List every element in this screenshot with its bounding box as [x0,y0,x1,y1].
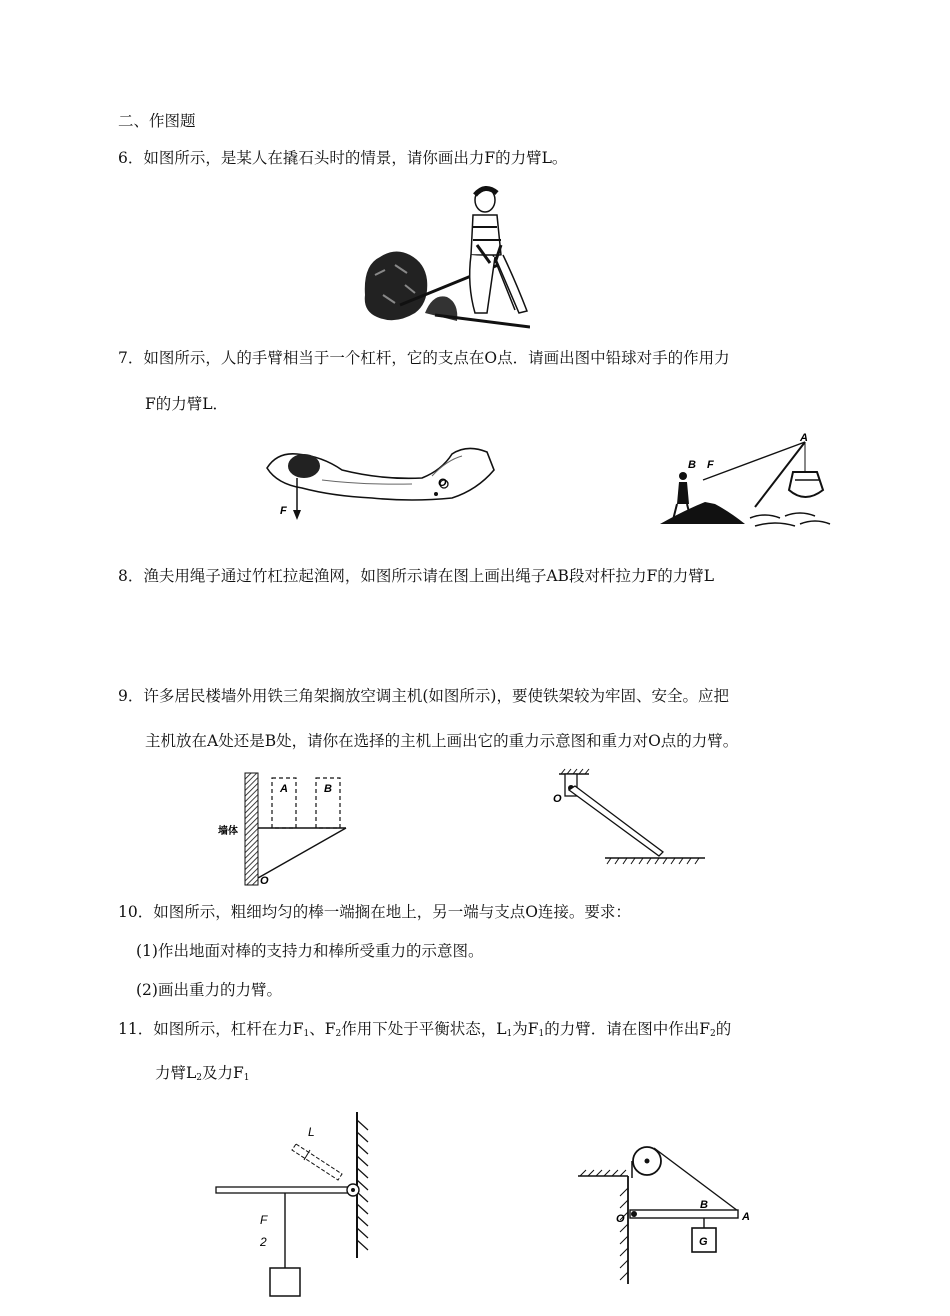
lever-bar [630,1210,738,1218]
question-7-line2: F的力臂L． [145,395,229,413]
question-10-line3: (2)画出重力的力臂。 [136,981,282,999]
q8-figure-fisherman [655,432,835,532]
pivot-o [631,1211,637,1217]
point-label-a: A [800,432,808,444]
wall [245,773,258,885]
label-l: L [308,1125,315,1139]
question-8-text: 8．渔夫用绳子通过竹杠拉起渔网，如图所示请在图上画出绳子AB段对杆拉力F的力臂L [118,567,714,585]
wall-hatch [620,1188,628,1280]
lever-bar [216,1187,352,1193]
q6-figure-prying-rock [355,185,530,330]
rod [569,786,663,856]
question-7-line1: 7．如图所示，人的手臂相当于一个杠杆，它的支点在O点．请画出图中铅球对手的作用力 [118,349,730,367]
position-b-label: B [324,783,332,795]
net-basket [789,472,823,497]
arm-illustration [267,448,494,500]
ground-hatch [607,858,699,864]
label-f: F [260,1213,268,1227]
section-title: 二、作图题 [118,112,196,130]
question-11-line1: 11．如图所示，杠杆在力$F_1$、$F_2$作用下处于平衡状态，$L_1$为$F_1$的力臂．请在图中作出$F_2$的 [118,1020,732,1039]
pivot-label-o: O [553,793,562,805]
pivot-label-o: O [260,875,269,887]
force-label-f: F [707,459,714,471]
q11-figure-lever [212,1110,382,1300]
q12-figure-pulley-lever [570,1136,760,1286]
wall-label: 墙体 [218,826,238,837]
question-10-line1: 10．如图所示，粗细均匀的棒一端搁在地上，另一端与支点O连接。要求： [118,903,631,921]
q10-figure-rod [545,768,715,868]
q7-figure-arm [262,440,497,522]
point-label-b: B [700,1199,708,1211]
bracket-diagonal [258,828,346,878]
question-6-text: 6．如图所示，是某人在撬石头时的情景，请你画出力F的力臂L。 [118,149,568,167]
question-11-line2: 力臂$L_2$及力$F_1$ [155,1064,250,1083]
point-label-b: B [688,459,696,471]
wall-hatch [357,1120,368,1250]
question-9-line1: 9．许多居民楼墙外用铁三角架搁放空调主机(如图所示)，要使铁架较为牢固、安全。应把 [118,687,729,705]
point-label-a: A [742,1211,750,1223]
hanging-weight [270,1268,300,1296]
weight-label-g: G [699,1236,708,1248]
point-label-o: O [616,1213,625,1225]
pulley-axle [645,1159,650,1164]
pole-and-rope [703,442,805,507]
q9-figure-wall-bracket [214,770,359,890]
arm-l1-marker [292,1144,342,1180]
pivot-label-o: O [438,477,447,489]
pivot-center [351,1188,355,1192]
shore-and-water [660,502,830,526]
position-a-label: A [280,783,288,795]
force-label-f: F [280,505,287,517]
question-10-line2: (1)作出地面对棒的支持力和棒所受重力的示意图。 [136,942,484,960]
ledge-hatch [580,1170,626,1176]
question-9-line2: 主机放在A处还是B处，请你在选择的主机上画出它的重力示意图和重力对O点的力臂。 [145,732,739,750]
rope-to-a [654,1148,738,1211]
label-2: 2 [260,1235,267,1249]
